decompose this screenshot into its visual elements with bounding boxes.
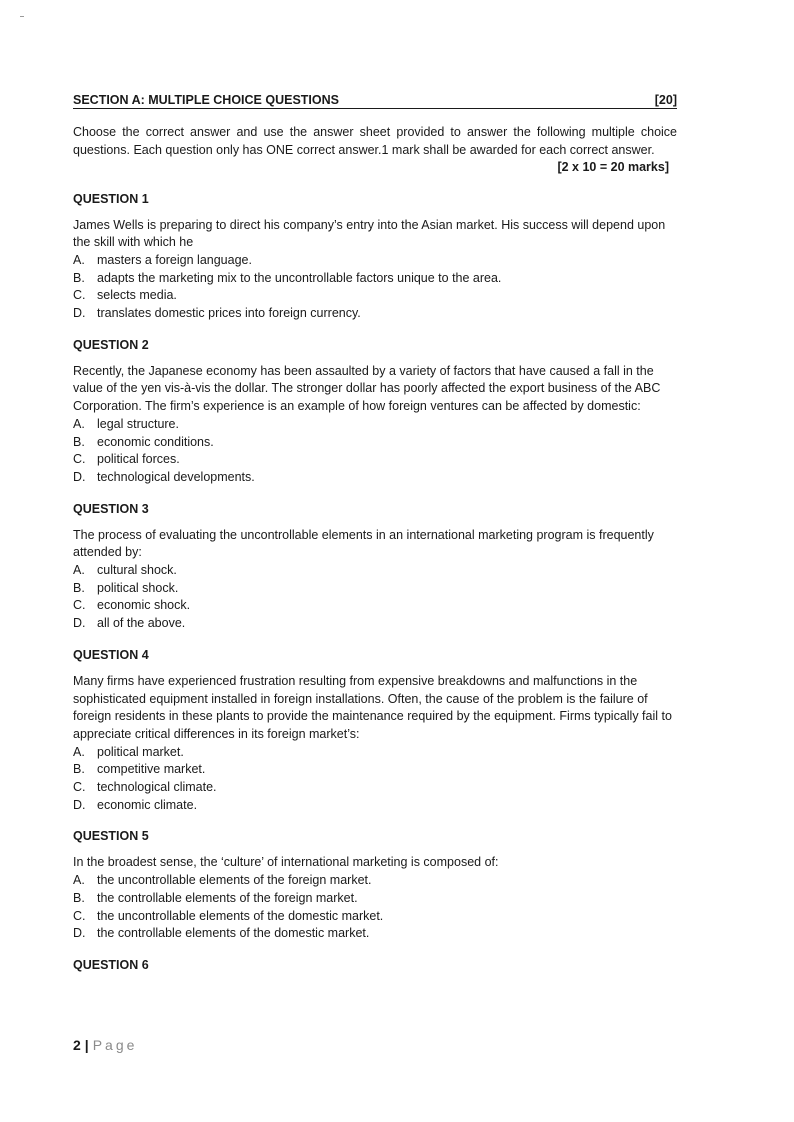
option-text: political market. bbox=[97, 744, 184, 759]
option-text: economic climate. bbox=[97, 797, 198, 812]
option-letter: A. bbox=[73, 873, 85, 888]
option-letter: C. bbox=[73, 908, 86, 923]
answer-option bbox=[73, 925, 677, 943]
answer-option bbox=[73, 434, 677, 452]
option-letter: B. bbox=[73, 580, 85, 595]
question-text: The process of evaluating the uncontrollable elements in an international marketing program is frequently attended by: bbox=[73, 527, 654, 560]
option-letter: A. bbox=[73, 563, 85, 578]
option-text: the uncontrollable elements of the domestic market. bbox=[97, 908, 384, 923]
answer-option bbox=[73, 761, 677, 779]
option-letter: B. bbox=[73, 270, 85, 285]
question-title: QUESTION 5 bbox=[73, 829, 149, 844]
answer-option bbox=[73, 580, 677, 598]
section-instructions: Choose the correct answer and use the answer sheet provided to answer the following multiple choice questions. Each question only has ONE correct answer.1 mark shall be awarded for each correct answer. bbox=[73, 125, 677, 157]
option-text: technological climate. bbox=[97, 780, 217, 795]
option-text: the controllable elements of the domestic market. bbox=[97, 926, 370, 941]
answer-option bbox=[73, 890, 677, 908]
option-letter: A. bbox=[73, 416, 85, 431]
content-area bbox=[73, 92, 677, 973]
option-letter: D. bbox=[73, 797, 86, 812]
option-text: political shock. bbox=[97, 580, 179, 595]
option-text: political forces. bbox=[97, 452, 180, 467]
answer-option bbox=[73, 270, 677, 288]
option-text: cultural shock. bbox=[97, 563, 177, 578]
question-text: Recently, the Japanese economy has been assaulted by a variety of factors that have caused a fall in the value of the yen vis-à-vis the dollar. The stronger dollar has poorly affected the export business of the ABC Corporation. The firm’s experience is an example of how foreign ventures can be affected by domestic: bbox=[73, 363, 661, 414]
answer-option bbox=[73, 615, 677, 633]
section-total: [20] bbox=[654, 93, 677, 107]
option-letter: A. bbox=[73, 744, 85, 759]
question-title: QUESTION 3 bbox=[73, 501, 149, 516]
page-footer bbox=[73, 1036, 137, 1054]
question-title: QUESTION 1 bbox=[73, 191, 149, 206]
option-text: selects media. bbox=[97, 288, 177, 303]
option-letter: C. bbox=[73, 780, 86, 795]
option-text: all of the above. bbox=[97, 616, 186, 631]
scan-mark bbox=[20, 16, 24, 17]
answer-options bbox=[73, 744, 677, 815]
answer-option bbox=[73, 287, 677, 305]
answer-option bbox=[73, 305, 677, 323]
option-letter: A. bbox=[73, 252, 85, 267]
section-header bbox=[73, 92, 677, 109]
option-text: technological developments. bbox=[97, 469, 255, 484]
answer-options bbox=[73, 252, 677, 323]
answer-option bbox=[73, 252, 677, 270]
option-text: translates domestic prices into foreign currency. bbox=[97, 306, 361, 321]
answer-options bbox=[73, 562, 677, 633]
answer-option bbox=[73, 451, 677, 469]
option-text: masters a foreign language. bbox=[97, 252, 252, 267]
option-text: the controllable elements of the foreign market. bbox=[97, 890, 358, 905]
answer-option bbox=[73, 779, 677, 797]
answer-options bbox=[73, 872, 677, 943]
answer-option bbox=[73, 744, 677, 762]
answer-option bbox=[73, 797, 677, 815]
option-text: adapts the marketing mix to the uncontrollable factors unique to the area. bbox=[97, 270, 502, 285]
answer-options bbox=[73, 416, 677, 487]
section-marks: [2 x 10 = 20 marks] bbox=[557, 160, 669, 174]
footer-separator: | bbox=[84, 1037, 89, 1053]
question-text: In the broadest sense, the ‘culture’ of international marketing is composed of: bbox=[73, 855, 499, 870]
option-letter: D. bbox=[73, 306, 86, 321]
section-title: SECTION A: MULTIPLE CHOICE QUESTIONS bbox=[73, 93, 339, 107]
page-number: 2 bbox=[73, 1037, 81, 1053]
answer-option bbox=[73, 597, 677, 615]
option-letter: D. bbox=[73, 616, 86, 631]
option-letter: C. bbox=[73, 288, 86, 303]
question-text: James Wells is preparing to direct his company’s entry into the Asian market. His success will depend upon the skill with which he bbox=[73, 217, 666, 250]
option-letter: D. bbox=[73, 469, 86, 484]
question-text: Many firms have experienced frustration resulting from expensive breakdowns and malfunctions in the sophisticated equipment installed in foreign installations. Often, the cause of the problem is the failure of foreign residents in these plants to provide the maintenance required by the equipment. Firms typically fail to appreciate critical differences in its foreign market’s: bbox=[73, 673, 672, 741]
option-letter: D. bbox=[73, 926, 86, 941]
answer-option bbox=[73, 908, 677, 926]
question-list bbox=[73, 191, 677, 974]
question-title: QUESTION 2 bbox=[73, 337, 149, 352]
answer-option bbox=[73, 416, 677, 434]
option-text: the uncontrollable elements of the foreign market. bbox=[97, 873, 372, 888]
answer-option bbox=[73, 872, 677, 890]
question-title: QUESTION 4 bbox=[73, 647, 149, 662]
question-title: QUESTION 6 bbox=[73, 958, 149, 972]
option-text: economic shock. bbox=[97, 598, 191, 613]
option-letter: C. bbox=[73, 452, 86, 467]
option-text: economic conditions. bbox=[97, 434, 214, 449]
page-word: Page bbox=[92, 1037, 138, 1053]
option-text: competitive market. bbox=[97, 762, 206, 777]
option-letter: C. bbox=[73, 598, 86, 613]
option-letter: B. bbox=[73, 762, 85, 777]
option-text: legal structure. bbox=[97, 416, 179, 431]
answer-option bbox=[73, 562, 677, 580]
option-letter: B. bbox=[73, 890, 85, 905]
option-letter: B. bbox=[73, 434, 85, 449]
answer-option bbox=[73, 469, 677, 487]
